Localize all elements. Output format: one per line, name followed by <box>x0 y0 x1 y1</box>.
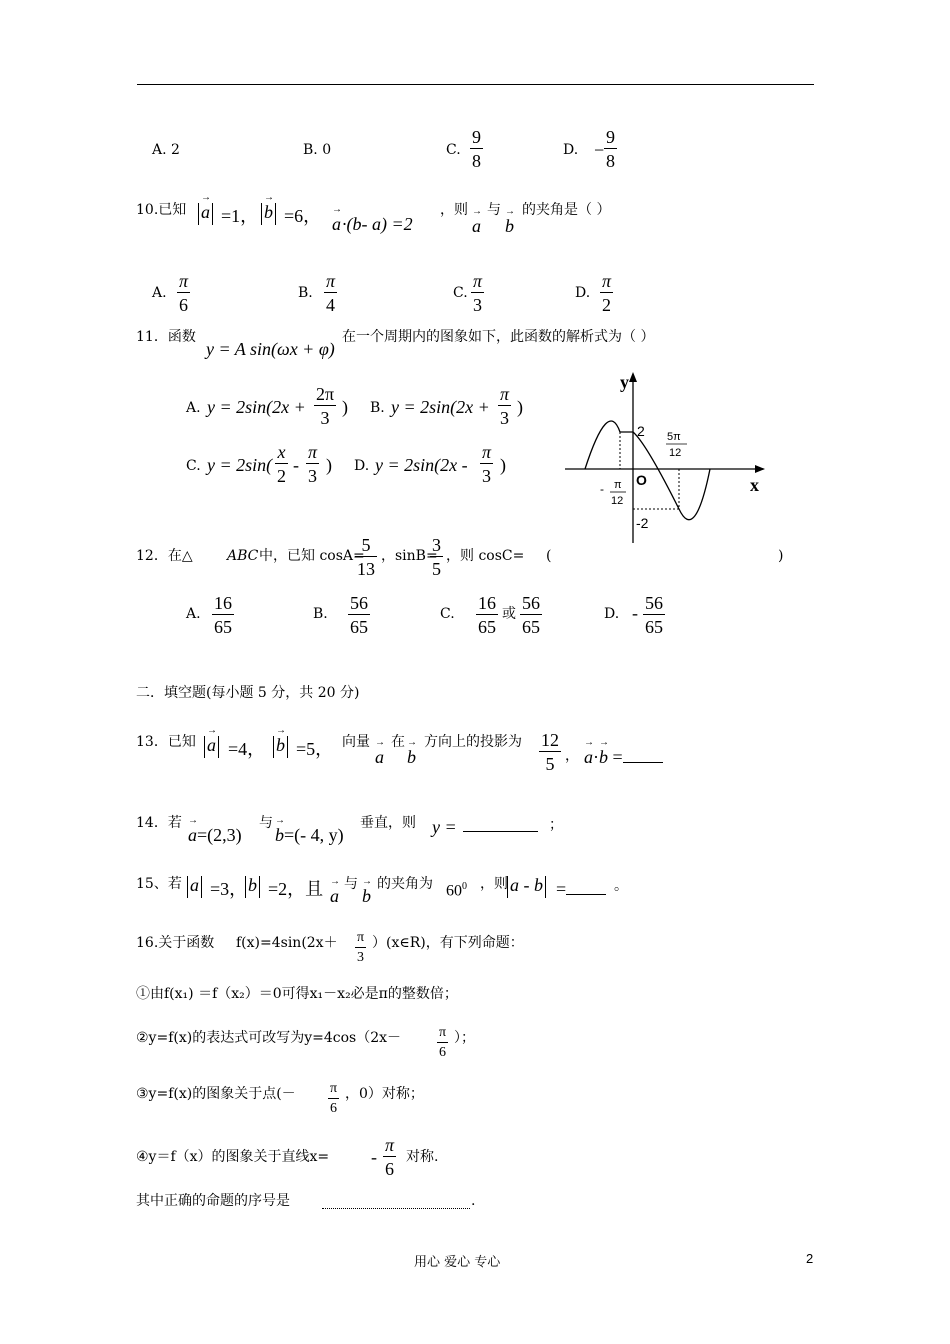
q13-abs-b: → b <box>271 736 290 758</box>
q12-option-c-label: C. <box>440 606 455 622</box>
q12-option-d-label: D. <box>604 606 620 622</box>
q9-option-a: A. 2 <box>152 142 180 158</box>
q12-paren-left: ( <box>546 548 552 564</box>
q11-option-a-fraction: $\frac{2\pi}{3}$ <box>316 384 335 428</box>
x-axis-arrow <box>755 465 765 473</box>
q9-option-b: B. 0 <box>303 142 332 158</box>
q12-triangle-name: ABC <box>227 548 259 564</box>
q16-statement-3: ③y=f(x)的图象关于点(－ <box>136 1086 296 1102</box>
q15-tail: 的夹角为 <box>377 876 433 892</box>
q16-statement-2: ②y=f(x)的表达式可改写为y=4cos（2x－ <box>136 1030 401 1046</box>
q10-dot-a: → a <box>332 215 341 233</box>
q9-option-d-fraction: $\frac{9}{8}$ <box>606 127 615 171</box>
q11-option-d-fraction: $\frac{\pi}{3}$ <box>482 442 492 486</box>
q11-option-c-fraction-1: $\frac{x}{2}$ <box>277 442 286 486</box>
page-number: 2 <box>806 1251 814 1266</box>
q11-option-d-close: ) <box>500 455 506 475</box>
q14-label: 14．若 <box>136 815 182 831</box>
q10-option-b-label: B. <box>298 285 313 301</box>
q10-abs-a: → a <box>196 203 215 225</box>
y-axis-arrow <box>629 372 637 382</box>
left-tick-sign: - <box>600 482 604 496</box>
q11-function: y = A sin(ωx + φ) <box>206 339 335 359</box>
q9-option-d-sign: − <box>594 140 605 160</box>
q16-statement-1: ①由f(x₁) ＝f（x₂）＝0可得x₁－x₂必是π的整数倍； <box>136 986 458 1002</box>
q15-vec-a: → a <box>330 887 339 905</box>
q15-abs-b-eq: =2，且 <box>268 879 324 899</box>
q13-direction: 方向上的投影为 <box>424 734 522 750</box>
q14-with: 与 <box>259 815 273 831</box>
q15-eq: = <box>556 880 606 898</box>
q16-statement-4-end: 对称. <box>406 1149 439 1165</box>
max-value-label: 2 <box>637 423 645 439</box>
q15-angle: $60^0$ <box>446 881 467 900</box>
q11-option-c-fraction-2: $\frac{\pi}{3}$ <box>308 442 318 486</box>
header-rule <box>137 84 814 85</box>
q13-abs-a-eq: =4， <box>228 739 266 759</box>
q15-abs-diff: a - b <box>505 876 548 898</box>
q12-cos-a-fraction: $\frac{5}{13}$ <box>357 535 375 579</box>
q10-option-c-label: C. <box>453 285 468 301</box>
q15-abs-a-eq: =3， <box>210 879 248 899</box>
q16-statement-4: ④y＝f（x）的图象关于直线x= <box>136 1149 330 1165</box>
origin-label: O <box>636 472 647 488</box>
right-tick-numerator: 5π <box>667 431 681 443</box>
q14-tail: 垂直，则 <box>360 815 416 831</box>
right-tick-denominator: 12 <box>669 447 682 459</box>
q11-option-d-expr: y = 2sin(2x - <box>375 455 468 475</box>
left-tick-numerator: π <box>614 479 622 491</box>
q11-option-d-label: D. <box>354 458 370 474</box>
q12-cos-c: ，则 cosC= <box>446 548 525 564</box>
q12-option-a-fraction: $\frac{16}{65}$ <box>214 593 232 637</box>
q11-option-b-fraction: $\frac{\pi}{3}$ <box>500 384 510 428</box>
q14-vec-a: → a=(2,3) <box>188 826 242 844</box>
q14-vec-b: → b=(- 4, y) <box>275 826 344 844</box>
q14-y-eq: y = <box>432 817 457 837</box>
q16-statement-3-end: ，0）对称； <box>345 1086 424 1102</box>
q14-semicolon: ； <box>549 817 563 833</box>
q12-sin-b: ，sinB= <box>381 548 438 564</box>
q10-with: 与 <box>487 202 501 218</box>
q16-label: 16.关于函数 <box>136 935 215 951</box>
q15-abs-b: b <box>243 876 262 898</box>
q13-vec-a: → a <box>375 748 384 766</box>
q10-option-a-fraction: $\frac{\pi}{6}$ <box>179 271 189 315</box>
q16-final-end: . <box>471 1193 476 1209</box>
q10-vec-a: → a <box>472 217 481 235</box>
q9-option-c-fraction: $\frac{9}{8}$ <box>472 127 481 171</box>
q12-option-b-fraction: $\frac{56}{65}$ <box>350 593 368 637</box>
min-value-label: -2 <box>636 515 649 531</box>
q10-abs-b: → b <box>259 203 278 225</box>
q12-option-b-label: B. <box>313 606 328 622</box>
q11-option-c-close: ) <box>326 455 332 475</box>
q15-vec-b: → b <box>362 887 371 905</box>
q11-option-b-close: ) <box>517 397 523 417</box>
q16-function-fraction: $\frac{\pi}{3}$ <box>357 930 365 965</box>
sine-graph <box>560 368 770 548</box>
q12-cos-a: 中，已知 cosA= <box>259 548 365 564</box>
q16-statement-4-sign: - <box>371 1147 377 1167</box>
sine-curve <box>585 421 710 520</box>
q10-option-b-fraction: $\frac{\pi}{4}$ <box>326 271 336 315</box>
q15-with: 与 <box>344 876 358 892</box>
q11-option-a-expr: y = 2sin(2x + <box>207 397 306 417</box>
q11-label: 11．函数 <box>136 329 196 345</box>
q15-label: 15、若 <box>136 876 182 892</box>
q11-option-c-minus: - <box>293 455 299 475</box>
q14-answer-blank[interactable] <box>463 820 538 835</box>
q13-projection-fraction: $\frac{12}{5}$ <box>541 730 559 774</box>
q9-option-c-label: C. <box>446 142 461 158</box>
q16-function: f(x)=4sin(2x＋ <box>236 935 338 951</box>
q13-on: 在 <box>391 734 405 750</box>
q12-option-c-fraction-1: $\frac{16}{65}$ <box>478 593 496 637</box>
left-tick-denominator: 12 <box>611 495 624 507</box>
q15-end: 。 <box>614 878 628 894</box>
q11-option-a-close: ) <box>342 397 348 417</box>
q13-comma: ， <box>565 748 579 764</box>
q10-expression: ·(b- a) =2 <box>342 214 413 234</box>
section-title-fill-in: 二．填空题(每小题 5 分，共 20 分) <box>136 685 360 701</box>
q10-option-d-label: D. <box>575 285 591 301</box>
q12-option-d-sign: - <box>632 603 638 623</box>
q10-then: ，则 <box>440 202 468 218</box>
q13-dot-product: → a·→ b = <box>584 748 663 766</box>
q16-answer-blank[interactable] <box>322 1196 470 1212</box>
q12-paren-right: ) <box>778 548 784 564</box>
q13-abs-b-eq: =5， <box>296 739 334 759</box>
q12-option-c-fraction-2: $\frac{56}{65}$ <box>522 593 540 637</box>
q10-label: 10.已知 <box>136 202 187 218</box>
q13-vector-text: 向量 <box>342 734 370 750</box>
q16-statement-2-fraction: $\frac{\pi}{6}$ <box>439 1025 447 1060</box>
q10-option-a-label: A. <box>152 285 167 301</box>
q11-option-c-label: C. <box>186 458 201 474</box>
y-axis-label: y <box>620 372 629 392</box>
q11-option-b-expr: y = 2sin(2x + <box>391 397 490 417</box>
page-footer: 用心 爱心 专心 <box>414 1255 501 1270</box>
q15-then: ，则 <box>480 876 508 892</box>
q12-option-a-label: A. <box>186 606 201 622</box>
q11-tail: 在一个周期内的图象如下，此函数的解析式为（ ） <box>342 329 655 345</box>
q15-abs-a: a <box>185 876 204 898</box>
q9-option-d-label: D. <box>563 142 579 158</box>
q12-option-d-fraction: $\frac{56}{65}$ <box>645 593 663 637</box>
q16-statement-3-fraction: $\frac{\pi}{6}$ <box>330 1081 338 1116</box>
x-axis-label: x <box>750 475 759 495</box>
q13-vec-b: → b <box>407 748 416 766</box>
q10-option-d-fraction: $\frac{\pi}{2}$ <box>602 271 612 315</box>
q11-option-b-label: B. <box>370 400 385 416</box>
q13-label: 13．已知 <box>136 734 196 750</box>
q10-abs-a-eq: =1， <box>221 206 259 226</box>
q10-abs-b-eq: =6， <box>284 206 322 226</box>
q16-tail: ）(x∈R)，有下列命题： <box>372 935 524 951</box>
q16-statement-2-end: ）； <box>454 1030 475 1046</box>
q11-option-c-expr: y = 2sin( <box>207 455 273 475</box>
q12-label: 12．在△ <box>136 548 193 564</box>
q12-option-c-or: 或 <box>502 606 516 622</box>
q10-option-c-fraction: $\frac{\pi}{3}$ <box>473 271 483 315</box>
q16-statement-4-fraction: $\frac{\pi}{6}$ <box>385 1135 395 1179</box>
q12-sin-b-fraction: $\frac{3}{5}$ <box>432 535 441 579</box>
q13-abs-a: → a <box>202 736 221 758</box>
q10-tail: 的夹角是（ ） <box>522 202 611 218</box>
q16-final-prompt: 其中正确的命题的序号是 <box>136 1193 290 1209</box>
q11-option-a-label: A. <box>186 400 201 416</box>
q10-vec-b: → b <box>505 217 514 235</box>
